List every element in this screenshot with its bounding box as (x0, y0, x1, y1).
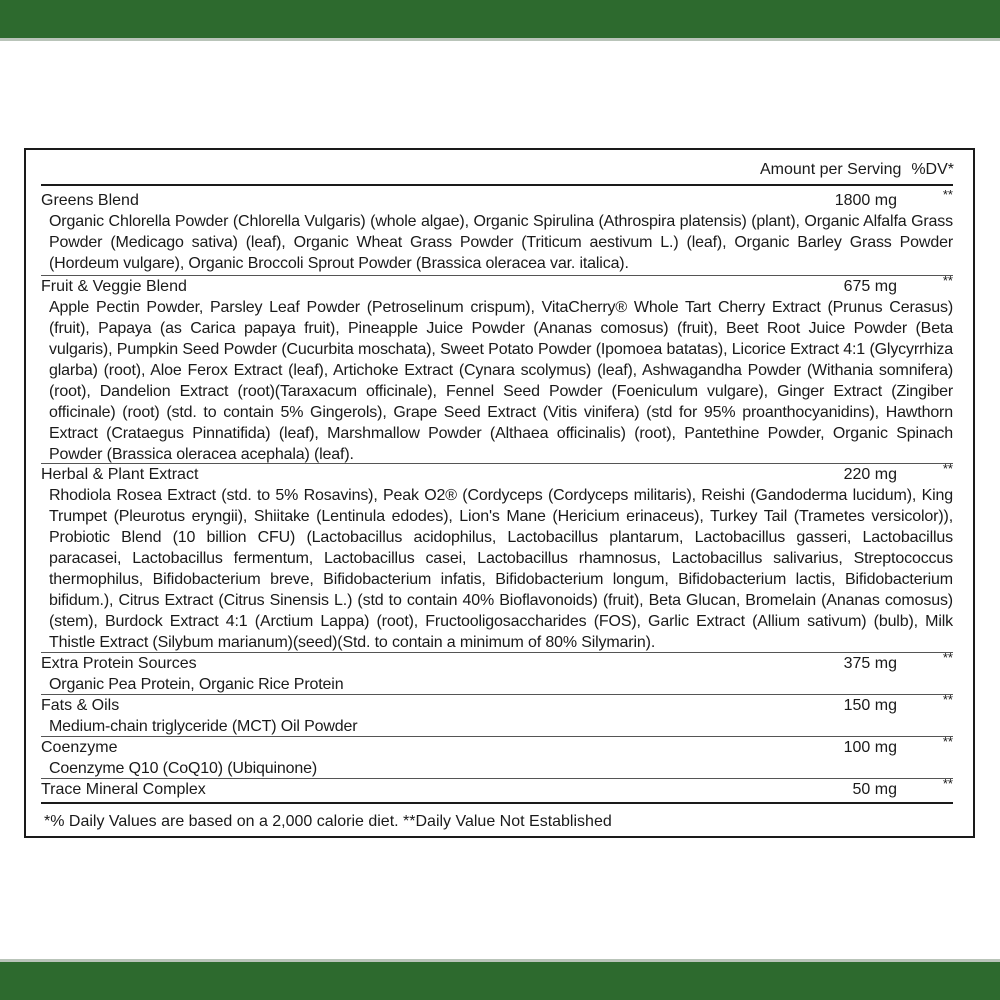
section-amount: 1800 mg (834, 192, 897, 209)
section-coenzyme (41, 734, 953, 779)
section-dv: ** (942, 273, 953, 288)
daily-value-footnote: *% Daily Values are based on a 2,000 calorie diet. **Daily Value Not Established (44, 813, 612, 830)
section-dv: ** (942, 776, 953, 791)
section-amount: 100 mg (843, 739, 897, 756)
supplement-facts-panel (24, 148, 975, 838)
daily-value-header: %DV* (911, 161, 954, 178)
section-dv: ** (942, 461, 953, 476)
section-title: Greens Blend (41, 192, 139, 209)
bottom-green-band (0, 959, 1000, 1000)
section-greens-blend (41, 187, 953, 274)
section-dv: ** (942, 187, 953, 202)
section-title: Trace Mineral Complex (41, 781, 206, 798)
section-ingredients: Organic Pea Protein, Organic Rice Protein (49, 676, 344, 693)
section-title: Fats & Oils (41, 697, 120, 714)
section-trace-mineral-complex (41, 776, 953, 800)
section-amount: 50 mg (852, 781, 897, 798)
section-dv: ** (942, 650, 953, 665)
section-dv: ** (942, 692, 953, 707)
amount-per-serving-header: Amount per Serving (760, 161, 902, 178)
section-title: Fruit & Veggie Blend (41, 278, 187, 295)
header-divider (41, 184, 953, 186)
section-dv: ** (942, 734, 953, 749)
section-ingredients: Rhodiola Rosea Extract (std. to 5% Rosavins), Peak O2® (Cordyceps (Cordyceps militaris), Reishi (Gandoderma lucidum), King Trumpet (Pleurotus eryngii), Shiitake (Lentinula edodes), Lion's Mane (Hericium erinaceus), Turkey Tail (Trametes versicolor)), Probiotic Blend (10 billion CFU) (Lactobacillus acidophilus, Lactobacillus plantarum, Lactobacillus gasseri, Lactobacillus paracasei, Lactobacillus fermentum, Lactobacillus casei, Lactobacillus rhamnosus, Lactobacillus salivarius, Streptococcus thermophilus, Bifidobacterium breve, Bifidobacterium infatis, Bifidobacterium longum, Bifidobacterium lactis, Bifidobacterium bifidum.), Citrus Extract (Citrus Sinensis L.) (std to contain 40% Bioflavonoids) (fruit), Beta Glucan, Bromelain (Ananas comosus) (stem), Burdock Extract 4:1 (Arctium Lappa) (root), Fructooligosaccharides (FOS), Garlic Extract (Allium sativum) (bulb), Milk Thistle Extract (Silybum marianum)(seed)(Std. to contain a minimum of 80% Silymarin). (49, 487, 953, 651)
section-title: Coenzyme (41, 739, 118, 756)
footer-divider (41, 802, 953, 804)
section-herbal-plant-extract (41, 461, 953, 653)
section-amount: 150 mg (843, 697, 897, 714)
section-fats-oils (41, 692, 953, 737)
section-amount: 375 mg (843, 655, 897, 672)
section-ingredients: Medium-chain triglyceride (MCT) Oil Powder (49, 718, 358, 735)
section-extra-protein-sources (41, 650, 953, 695)
section-ingredients: Coenzyme Q10 (CoQ10) (Ubiquinone) (49, 760, 318, 777)
section-ingredients: Organic Chlorella Powder (Chlorella Vulgaris) (whole algae), Organic Spirulina (Athrospira platensis) (plant), Organic Alfalfa Grass Powder (Medicago sativa) (leaf), Organic Wheat Grass Powder (Triticum aestivum L.) (leaf), Organic Barley Grass Powder (Hordeum vulgare), Organic Broccoli Sprout Powder (Brassica oleracea var. italica). (49, 213, 953, 272)
top-green-band (0, 0, 1000, 41)
section-amount: 675 mg (843, 278, 897, 295)
section-title: Extra Protein Sources (41, 655, 197, 672)
section-title: Herbal & Plant Extract (41, 466, 199, 483)
section-fruit-veggie-blend (41, 273, 953, 465)
section-ingredients: Apple Pectin Powder, Parsley Leaf Powder (Petroselinum crispum), VitaCherry® Whole Tart Cherry Extract (Prunus Cerasus) (fruit), Papaya (as Carica papaya fruit), Pineapple Juice Powder (Ananas comosus) (fruit), Beet Root Juice Powder (Beta vulgaris), Pumpkin Seed Powder (Cucurbita moschata), Sweet Potato Powder (Ipomoea batatas), Licorice Extract 4:1 (Glycyrrhiza glarba) (root), Aloe Ferox Extract (leaf), Artichoke Extract (Cynara scolymus) (leaf), Ashwagandha Powder (Withania somnifera) (root), Dandelion Extract (root)(Taraxacum officinale), Fennel Seed Powder (Foeniculum vulgare), Ginger Extract (Zingiber officinale) (root) (std. to contain 5% Gingerols), Grape Seed Extract (Vitis vinifera) (std for 95% proanthocyanidins), Hawthorn Extract (Crataegus Pinnatifida) (leaf), Marshmallow Powder (Althaea officinalis) (root), Pantethine Powder, Organic Spinach Powder (Brassica oleracea acephala) (leaf). (49, 299, 953, 463)
section-amount: 220 mg (843, 466, 897, 483)
